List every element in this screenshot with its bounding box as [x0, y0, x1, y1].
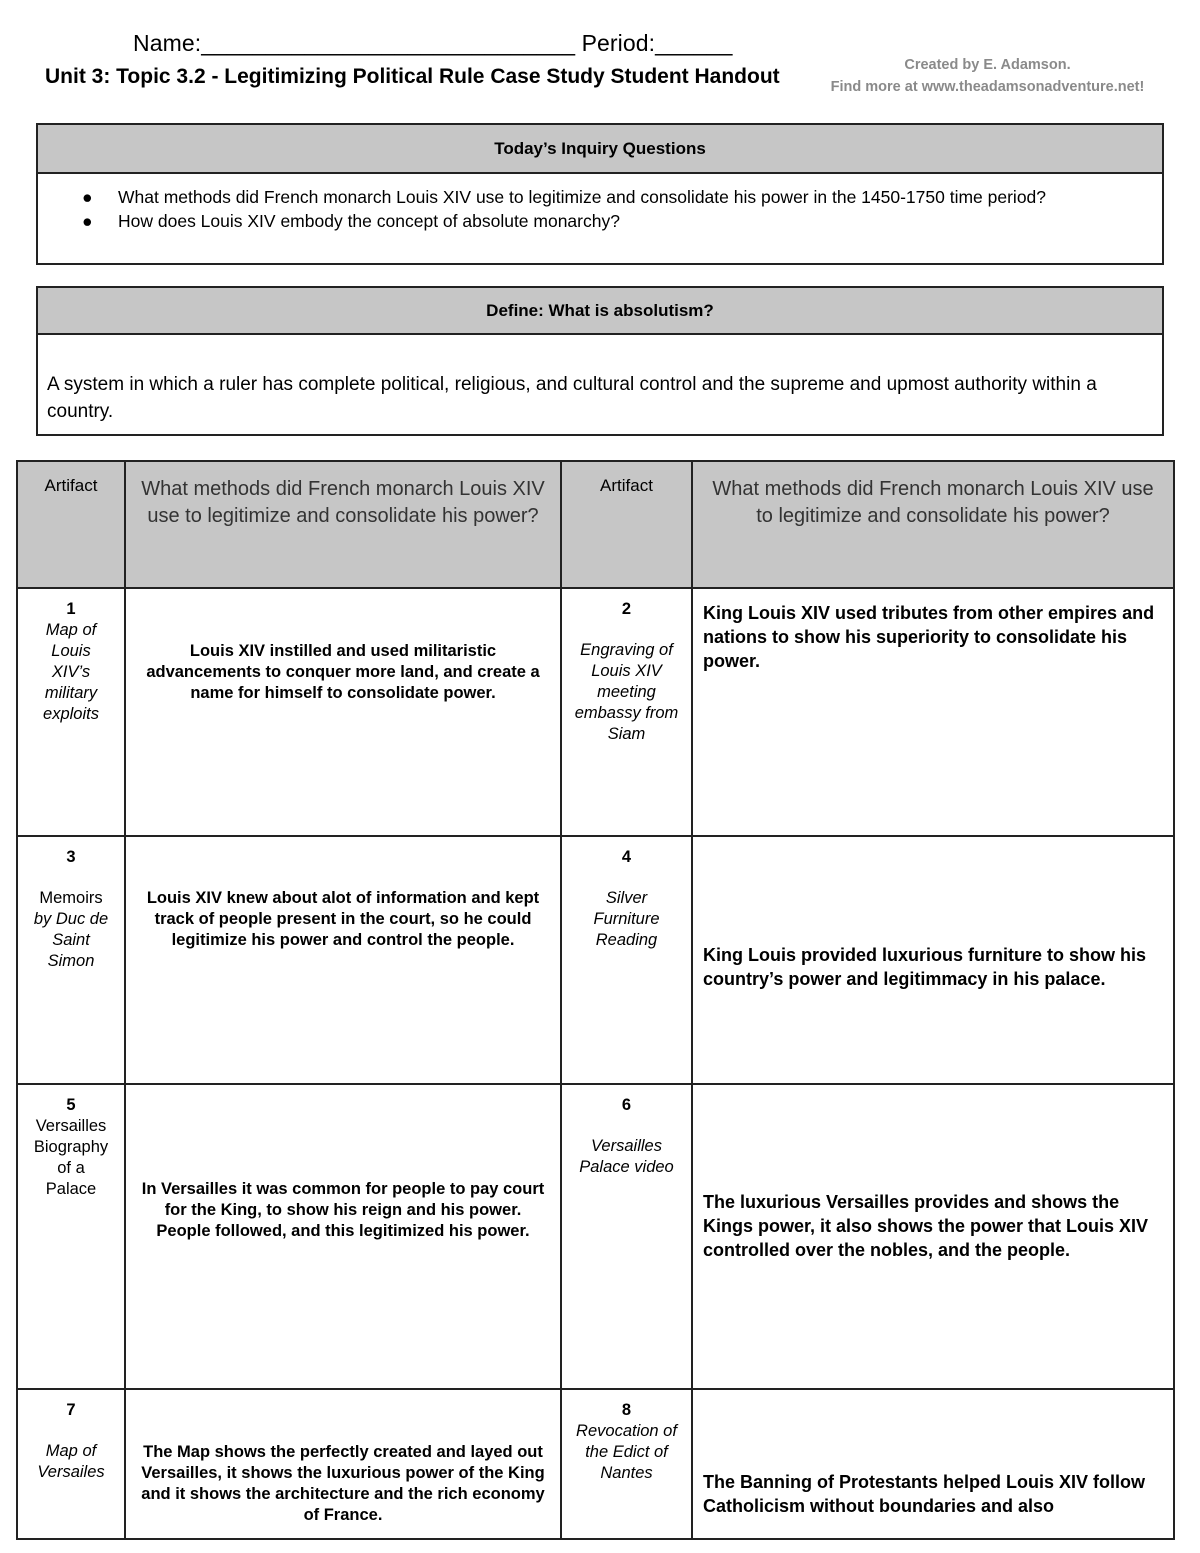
artifact-cell [17, 1084, 125, 1389]
artifact-number: 5 [66, 1096, 76, 1114]
table-row [17, 836, 1174, 1084]
artifact-cell [561, 1389, 692, 1539]
column-header-artifact: Artifact [561, 461, 692, 588]
artifact-number: 4 [621, 848, 632, 866]
answer-cell: The Banning of Protestants helped Louis XIV follow Catholicism without boundaries and also [692, 1389, 1174, 1539]
answer-cell: Louis XIV knew about alot of information and kept track of people present in the court, so he could legitimize his power and control the people. [125, 836, 561, 1084]
column-header-question: What methods did French monarch Louis XIV use to legitimize and consolidate his power? [125, 461, 561, 588]
artifact-number: 6 [621, 1096, 632, 1114]
artifact-title: Revocation of the Edict of Nantes [576, 1422, 677, 1482]
credit-website: Find more at www.theadamsonadventure.net! [830, 79, 1145, 95]
artifact-title: by Duc de Saint Simon [33, 910, 109, 970]
bullet-icon: ● [82, 211, 93, 231]
credit-author: Created by E. Adamson. [904, 57, 1071, 73]
table-row [17, 588, 1174, 836]
table-row [17, 1084, 1174, 1389]
artifact-number: 7 [66, 1401, 76, 1419]
table-header-row [17, 461, 1174, 588]
artifact-number: 3 [66, 848, 76, 866]
artifact-title: Engraving of Louis XIV meeting embassy from Siam [574, 641, 679, 743]
artifact-title: Map of Versailes [37, 1442, 105, 1481]
artifact-cell [561, 588, 692, 836]
define-text: A system in which a ruler has complete political, religious, and cultural control and the supreme and upmost authority within a country. [47, 374, 1097, 422]
answer-cell: Louis XIV instilled and used militaristic advancements to conquer more land, and create a name for himself to consolidate power. [125, 588, 561, 836]
artifact-number: 8 [621, 1401, 632, 1419]
artifact-title: Versailles Biography of a Palace [33, 1117, 109, 1198]
column-header-artifact: Artifact [17, 461, 125, 588]
artifact-number: 1 [66, 600, 76, 618]
artifact-table [16, 460, 1175, 1540]
artifact-number: 2 [621, 600, 632, 618]
artifact-title: Map of Louis XIV’s military exploits [43, 621, 99, 723]
bullet-icon: ● [82, 187, 93, 207]
artifact-title: Versailles Palace video [579, 1137, 674, 1176]
credit-block [800, 54, 1175, 98]
artifact-title: Silver Furniture Reading [593, 889, 660, 949]
artifact-cell [17, 836, 125, 1084]
artifact-cell [561, 1084, 692, 1389]
inquiry-box [36, 123, 1164, 265]
define-box [36, 286, 1164, 436]
inquiry-question-list [38, 174, 1162, 232]
artifact-cell [17, 1389, 125, 1539]
inquiry-question: ● What methods did French monarch Louis XIV use to legitimize and consolidate his power in the 1450-1750 time period? [82, 187, 1047, 207]
answer-cell: The Map shows the perfectly created and layed out Versailles, it shows the luxurious power of the King and it shows the architecture and the rich economy of France. [125, 1389, 561, 1539]
inquiry-heading: Today’s Inquiry Questions [38, 125, 1162, 174]
inquiry-question: ● How does Louis XIV embody the concept of absolute monarchy? [82, 211, 620, 231]
page-title: Unit 3: Topic 3.2 - Legitimizing Political Rule Case Study Student Handout [45, 65, 780, 88]
name-period-line: Name:_____________________________ Period:______ [133, 30, 733, 56]
answer-cell: King Louis provided luxurious furniture to show his country’s power and legitimmacy in his palace. [692, 836, 1174, 1084]
answer-cell: The luxurious Versailles provides and shows the Kings power, it also shows the power that Louis XIV controlled over the nobles, and the people. [692, 1084, 1174, 1389]
define-heading: Define: What is absolutism? [38, 288, 1162, 335]
answer-cell: In Versailles it was common for people to pay court for the King, to show his reign and his power. People followed, and this legitimized his power. [125, 1084, 561, 1389]
artifact-cell [17, 588, 125, 836]
table-row [17, 1389, 1174, 1539]
answer-cell: King Louis XIV used tributes from other empires and nations to show his superiority to consolidate his power. [692, 588, 1174, 836]
column-header-question: What methods did French monarch Louis XIV use to legitimize and consolidate his power? [692, 461, 1174, 588]
artifact-cell [561, 836, 692, 1084]
artifact-title-plain: Memoirs [39, 889, 103, 907]
